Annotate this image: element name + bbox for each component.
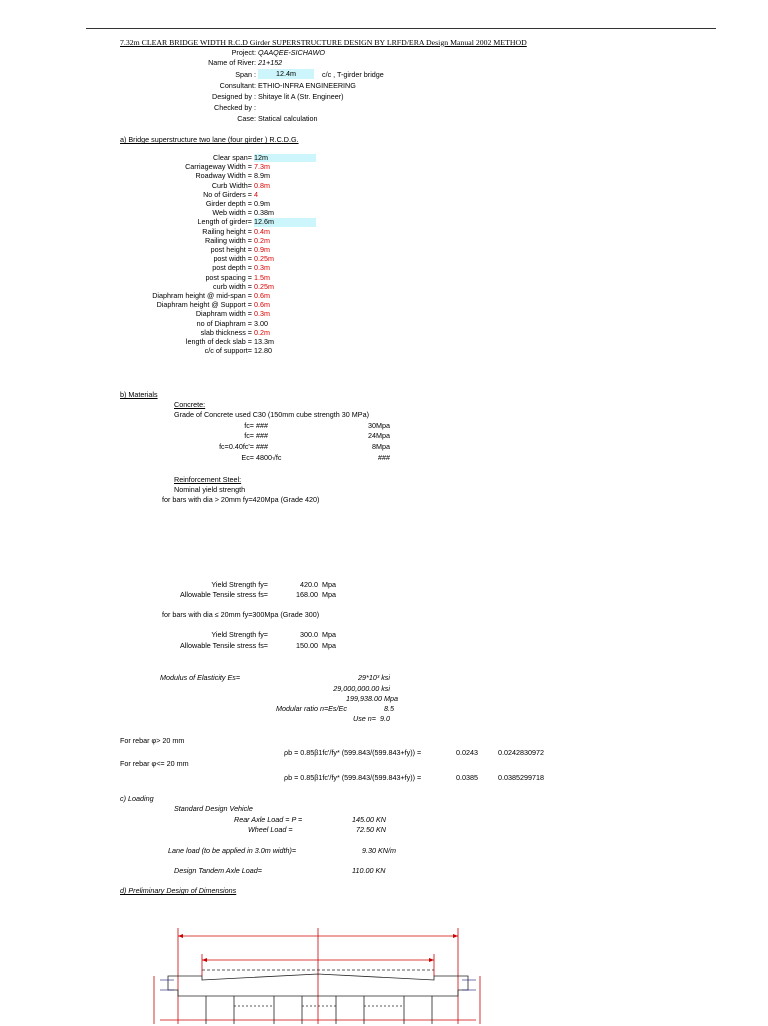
es-value-ksi: 29,000,000.00 ksi: [333, 684, 390, 693]
project-label: Project:: [231, 48, 256, 57]
geometry-value: 1.5m: [254, 272, 270, 282]
geometry-value: 0.25m: [254, 254, 274, 264]
es-value-mpa: 199,938.00 Mpa: [346, 694, 398, 703]
bridge-cross-section-drawing: [140, 924, 500, 1026]
case-label: Case:: [237, 114, 256, 123]
rear-axle-label: Rear Axle Load = P =: [234, 815, 303, 824]
concrete-label: fc=: [244, 421, 254, 430]
geometry-value: 12.80: [254, 346, 272, 356]
geometry-value: 4: [254, 189, 258, 199]
use-n-label: Use n=: [353, 714, 376, 723]
allow2-label: Allowable Tensile stress fs=: [180, 641, 268, 650]
geometry-value: 0.9m: [254, 199, 270, 208]
geometry-label: Girder depth =: [205, 199, 252, 208]
geometry-label: No of Girders =: [203, 189, 252, 199]
allow1-unit: Mpa: [322, 590, 336, 599]
geometry-value: 0.25m: [254, 281, 274, 291]
tandem-load-value: 110.00 KN: [352, 866, 386, 875]
geometry-value: 0.6m: [254, 291, 270, 300]
project-value: QAAQEE-SICHAWO: [258, 48, 325, 57]
modular-ratio-value: 8.5: [384, 704, 394, 713]
geometry-label: Railing height =: [202, 226, 252, 236]
rebar-gt-20-label: For rebar φ> 20 mm: [120, 736, 185, 745]
consultant-value: ETHIO-INFRA ENGINEERING: [258, 81, 356, 90]
section-c-title: c) Loading: [120, 794, 154, 803]
use-n-value: 9.0: [380, 714, 390, 723]
rho-b-result-2: 0.0385: [456, 773, 478, 782]
geometry-label: Web width =: [212, 208, 252, 218]
geometry-value: 12.6m: [254, 218, 316, 226]
geometry-value: 0.4m: [254, 226, 270, 236]
yield2-unit: Mpa: [322, 630, 336, 639]
geometry-label: Railing width =: [205, 235, 252, 245]
geometry-value: 0.2m: [254, 235, 270, 245]
es-label: Modulus of Elasticity Es=: [160, 673, 241, 682]
span-label: Span :: [235, 70, 256, 79]
geometry-label: post spacing =: [205, 272, 252, 282]
river-label: Name of River:: [208, 58, 256, 67]
lane-load-value: 9.30 KN/m: [362, 846, 396, 855]
geometry-label: Curb Width=: [211, 180, 252, 190]
geometry-label: Carriageway Width =: [185, 162, 252, 172]
geometry-value: 0.2m: [254, 327, 270, 337]
yield1-value: 420.0: [300, 580, 318, 589]
geometry-label: Length of girder=: [197, 217, 252, 227]
concrete-result: 30Mpa: [368, 421, 390, 430]
modular-ratio-label: Modular ratio n=Es/Ec: [276, 704, 347, 713]
geometry-label: post depth =: [212, 263, 252, 273]
yield2-value: 300.0: [300, 630, 318, 639]
geometry-label: Diaphram width =: [195, 309, 252, 319]
geometry-value: 8.9m: [254, 171, 270, 181]
yield1-unit: Mpa: [322, 580, 336, 589]
top-rule: [86, 28, 716, 29]
checked-label: Checked by :: [214, 103, 256, 112]
designed-label: Designed by :: [212, 92, 256, 101]
geometry-value: 0.9m: [254, 245, 270, 254]
section-d-title: d) Preliminary Design of Dimensions: [120, 886, 237, 895]
geometry-label: no of Diaphram =: [196, 318, 252, 328]
geometry-label: slab thickness =: [200, 327, 252, 337]
rebar-le-20-label: For rebar φ<= 20 mm: [120, 759, 189, 768]
geometry-value: 0.3m: [254, 263, 270, 273]
concrete-result: ###: [378, 453, 390, 462]
geometry-label: c/c of support=: [204, 346, 252, 356]
rear-axle-value: 145.00 KN: [352, 815, 386, 824]
geometry-value: 0.38m: [254, 208, 274, 218]
geometry-label: post height =: [210, 245, 252, 254]
geometry-label: curb width =: [213, 281, 252, 291]
section-b-title: b) Materials: [120, 390, 158, 399]
geometry-value: 7.3m: [254, 162, 270, 172]
concrete-label: Ec=: [241, 453, 254, 462]
steel-heading: Reinforcement Steel:: [174, 475, 242, 484]
geometry-label: length of deck slab =: [185, 337, 252, 346]
concrete-result: 8Mpa: [372, 442, 390, 451]
rho-b-result-1-full: 0.0242830972: [498, 748, 544, 757]
document-title: 7.32m CLEAR BRIDGE WIDTH R.C.D Girder SUPERSTRUCTURE DESIGN BY LRFD/ERA Design Manual 2002 METHOD: [120, 38, 527, 47]
concrete-heading: Concrete:: [174, 400, 206, 409]
allow1-label: Allowable Tensile stress fs=: [180, 590, 268, 599]
standard-design-vehicle: Standard Design Vehicle: [174, 804, 253, 813]
geometry-label: Clear span=: [213, 153, 252, 162]
geometry-value: 12m: [254, 154, 316, 162]
rho-b-result-1: 0.0243: [456, 748, 478, 757]
lane-load-label: Lane load (to be applied in 3.0m width)=: [168, 846, 297, 855]
geometry-label: Roadway Width =: [195, 171, 252, 181]
span-value: 12.4m: [258, 69, 314, 79]
river-value: 21+152: [258, 58, 283, 67]
geometry-label: post width =: [213, 254, 252, 264]
bars-gt-20-line: for bars with dia > 20mm fy=420Mpa (Grade 420): [162, 495, 320, 504]
concrete-value: ###: [256, 442, 268, 451]
wheel-load-value: 72.50 KN: [356, 825, 386, 834]
es-value-ksi-exp: 29*10³ ksi: [358, 673, 390, 682]
nominal-yield-label: Nominal yield strength: [174, 485, 246, 494]
geometry-value: 3.00: [254, 318, 268, 328]
geometry-label: Diaphram height @ Support =: [156, 300, 252, 310]
span-note: c/c , T-girder bridge: [322, 70, 384, 79]
allow2-value: 150.00: [296, 641, 318, 650]
yield1-label: Yield Strength fy=: [211, 580, 268, 589]
consultant-label: Consultant:: [219, 81, 256, 90]
section-a-title: a) Bridge superstructure two lane (four girder ) R.C.D.G.: [120, 135, 299, 144]
rho-b-formula-1: ρb = 0.85β1fc'/fy* (599.843/(599.843+fy)) =: [284, 748, 422, 757]
case-value: Statical calculation: [258, 114, 318, 123]
rho-b-formula-2: ρb = 0.85β1fc'/fy* (599.843/(599.843+fy)) =: [284, 773, 422, 782]
concrete-label: fc=0.40fc'=: [219, 442, 254, 451]
concrete-value: ###: [256, 431, 268, 440]
allow1-value: 168.00: [296, 590, 318, 599]
designed-value: Shitaye lit A (Str. Engineer): [258, 92, 344, 101]
geometry-value: 0.3m: [254, 309, 270, 319]
wheel-load-label: Wheel Load =: [248, 825, 293, 834]
concrete-label: fc=: [244, 431, 254, 440]
concrete-result: 24Mpa: [368, 431, 390, 440]
geometry-value: 13.3m: [254, 337, 274, 346]
geometry-value: 0.8m: [254, 180, 270, 190]
concrete-grade-line: Grade of Concrete used C30 (150mm cube strength 30 MPa): [174, 410, 369, 419]
geometry-value: 0.6m: [254, 300, 270, 310]
concrete-value: 4800√fc: [256, 453, 282, 462]
concrete-value: ###: [256, 421, 268, 430]
allow2-unit: Mpa: [322, 641, 336, 650]
geometry-label: Diaphram height @ mid-span =: [152, 291, 252, 300]
bars-le-20-line: for bars with dia ≤ 20mm fy=300Mpa (Grade 300): [162, 610, 320, 619]
tandem-load-label: Design Tandem Axle Load=: [174, 866, 262, 875]
yield2-label: Yield Strength fy=: [211, 630, 268, 639]
rho-b-result-2-full: 0.0385299718: [498, 773, 544, 782]
